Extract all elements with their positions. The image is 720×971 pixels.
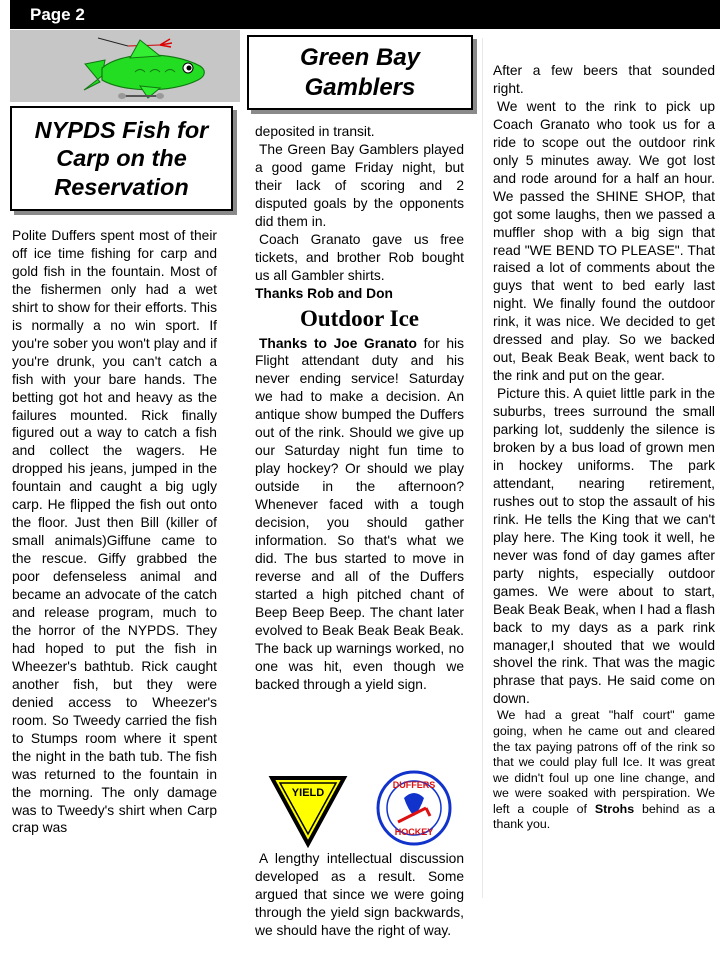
yield-sign-icon xyxy=(268,768,348,848)
fish-article-continued: deposited in transit. xyxy=(255,124,375,139)
fish-article-body: Polite Duffers spent most of their off ice time fishing for carp and gold fish in the fountain. Most of the fishermen only had a wet shirt to show for their efforts. This is normally a no win sport. If you're sober you won't play and if you're drunk, you can't catch a fish with your bare hands. The betting got hot and heavy as the failures mounted. Rick finally figured out a way to catch a fish and collect the wagers. He dropped his jeans, jumped in the fountain and caught a big ugly carp. He flipped the fish out onto the floor. Just then Bill (killer of small animals)Giffune came to the rescue. Giffy grabbed the poor defenseless animal and became an advocate of the catch and release program, much to the horror of the NYPDS. They had hoped to put the fish in Wheezer's bathtub. Rick caught another fish, but they were denied access to Wheezer's room. So Tweedy carried the fish to Stumps room where it spent the night in the bath tub. The fish was returned to the fountain in the morning. The only damage was to Tweedy's shirt when Carp crap was xyxy=(12,228,217,836)
gamblers-paragraph-2: Coach Granato gave us free tickets, and brother Rob bought us all Gambler shirts. xyxy=(255,231,464,283)
signs-row xyxy=(268,768,468,848)
headline-fish: NYPDS Fish for Carp on the Reservation xyxy=(34,116,209,200)
column-2 xyxy=(255,123,464,694)
column-2-bottom xyxy=(255,850,464,940)
outdoor-col3-strohs: Strohs xyxy=(594,801,635,816)
outdoor-col3-p4-b: behind as a thank you. xyxy=(493,801,715,832)
logo-text-bottom: HOCKEY xyxy=(394,827,434,837)
headline-gamblers: Green Bay Gamblers xyxy=(299,44,421,101)
column-divider xyxy=(482,38,483,898)
outdoor-col3-p1: After a few beers that sounded right. xyxy=(493,63,715,96)
fish-clipart-panel xyxy=(10,30,240,102)
page-header-bar xyxy=(10,0,720,29)
column-3 xyxy=(493,62,715,833)
outdoor-col3-p2: We went to the rink to pick up Coach Granato who took us for a ride to scope out the outdoor rink only 5 minutes away. We got lost and rode around for a half an hour. We passed the SHINE SHOP, that got some laughs, then we passed a muffler shop with a big sign that read "WE BEND TO PLEASE". That raised a lot of comments about the guys that went to bed early last night. We finally found the outdoor rink, it was nice. We decided to get dressed and play. So we backed out, Beak Beak Beak, went back to the rink and put on the gear. xyxy=(493,98,715,384)
page-label: Page 2 xyxy=(30,5,85,24)
gamblers-paragraph-1: The Green Bay Gamblers played a good game Friday night, but their lack of scoring and 2 disputed goals by the opponents did them in. xyxy=(255,141,464,229)
headline-gamblers-box xyxy=(247,35,473,110)
outdoor-col3-p4-a: We had a great "half court" game going, when he came out and cleared the tax paying patrons off of the rink so that we could play full Ice. It was great we didn't foul up one line change, and we were soaked with perspiration. We left a couple of xyxy=(493,708,715,816)
yield-sign-text: YIELD xyxy=(291,787,325,799)
fish-clipart-icon xyxy=(10,30,240,102)
headline-outdoor-ice: Outdoor Ice xyxy=(299,305,420,331)
column-1 xyxy=(12,227,217,837)
duffers-hockey-logo-icon xyxy=(374,768,454,848)
outdoor-thanks-lead: Thanks to Joe Granato xyxy=(259,335,417,351)
outdoor-paragraph-2: A lengthy intellectual discussion developed as a result. Some argued that since we were going through the yield sign backwards, we should have the right of way. xyxy=(255,851,464,938)
headline-fish-box xyxy=(10,106,233,211)
outdoor-col3-p3: Picture this. A quiet little park in the suburbs, trees surround the small parking lot, suddenly the silence is broken by a bus load of grown men in hockey uniforms. The park attendant, nearing retirement, rushes out to stop the assault of his rink. He tells the King that we can't play here. The King took it well, he never was fond of day games after party nights, especially outdoor games. We were about to start, Beak Beak Beak, when I had a flash back to my days as a park rink manager,I shouted that we would shovel the rink. That was the magic phrase that pays. He said come on down. xyxy=(493,386,715,707)
logo-text-top: DUFFERS xyxy=(392,780,436,790)
gamblers-thanks: Thanks Rob and Don xyxy=(255,285,393,301)
outdoor-paragraph-1: for his Flight attendant duty and his never ending service! Saturday we had to make a decision. An antique show bumped the Duffers out of the rink. Should we give up our Saturday night fun time to play hockey? Or should we play outside in the afternoon? Whenever faced with a tough decision, you should gather information. So that's what we did. The bus started to move in reverse and all of the Duffers started a high pitched chant of Beep Beep Beep. The chant later evolved to Beak Beak Beak Beak. The back up warnings worked, no one was hit, even though we backed through a yield sign. xyxy=(255,335,464,692)
